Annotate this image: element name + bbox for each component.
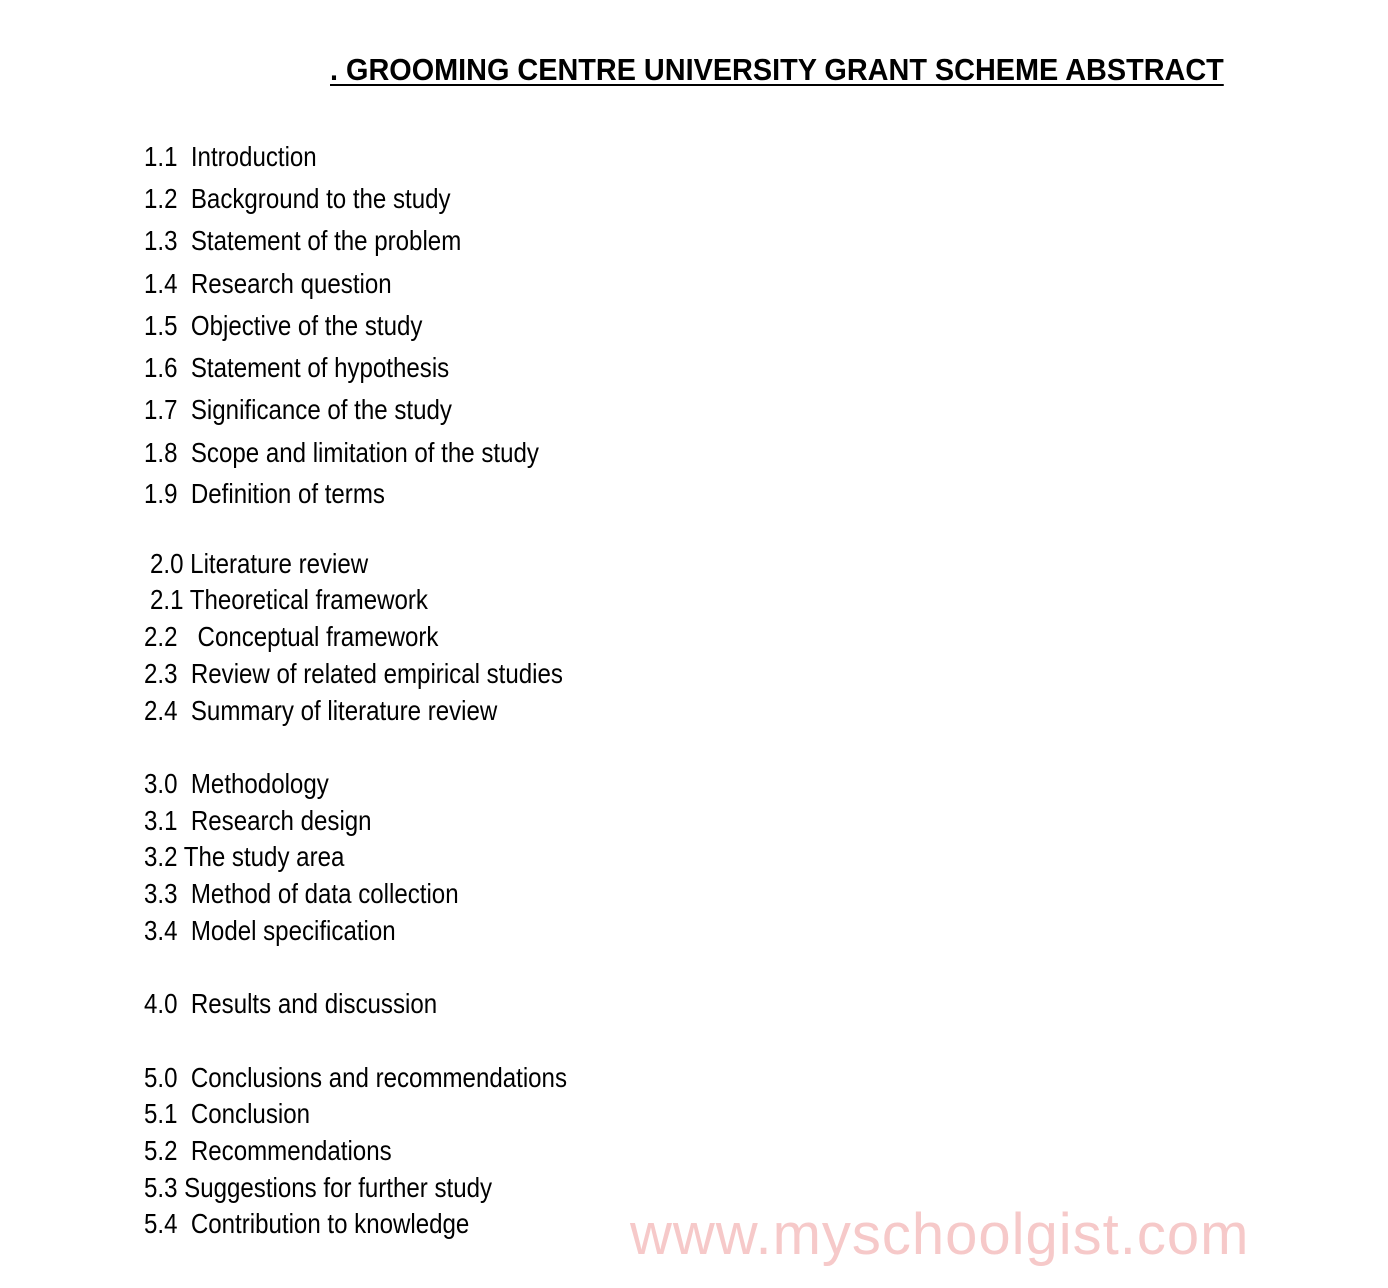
toc-item-number: 1.8: [144, 437, 178, 468]
toc-item-number: 5.1: [144, 1098, 178, 1129]
toc-item: [144, 309, 422, 343]
toc-item-label: Research question: [190, 268, 392, 299]
toc-item: [144, 1171, 492, 1205]
toc-item: [144, 1134, 392, 1168]
toc-item: [144, 914, 396, 948]
toc-item: [144, 620, 438, 654]
toc-item: [144, 657, 563, 691]
toc-item: [144, 804, 372, 838]
toc-item: [144, 694, 497, 728]
toc-item-label: Research design: [190, 805, 372, 836]
toc-item-number: 2.3: [144, 658, 178, 689]
toc-item-number: 3.1: [144, 805, 178, 836]
toc-item: [144, 987, 437, 1021]
toc-item-label: The study area: [183, 841, 345, 872]
toc-item-label: Conclusion: [190, 1098, 311, 1129]
toc-item: [144, 393, 452, 427]
watermark: www.myschoolgist.com: [630, 1202, 1250, 1267]
document-title: . GROOMING CENTRE UNIVERSITY GRANT SCHEME ABSTRACT: [330, 52, 1224, 87]
toc-item-label: Results and discussion: [190, 988, 438, 1019]
toc-item-number: 3.3: [144, 878, 178, 909]
toc-item-number: 3.0: [144, 768, 178, 799]
toc-item: [144, 840, 344, 874]
toc-item: [150, 583, 428, 617]
toc-item: [144, 140, 317, 174]
toc-item: [144, 1061, 567, 1095]
toc-item-number: 1.1: [144, 141, 178, 172]
toc-item: [144, 351, 449, 385]
toc-item-label: Conclusions and recommendations: [190, 1062, 567, 1093]
toc-item-label: Theoretical framework: [189, 584, 428, 615]
toc-item-label: Suggestions for further study: [184, 1172, 493, 1203]
toc-item-number: 5.3: [144, 1172, 178, 1203]
toc-item-label: Method of data collection: [190, 878, 459, 909]
toc-item-number: 1.4: [144, 268, 178, 299]
toc-item-number: 5.2: [144, 1135, 178, 1166]
toc-item-label: Methodology: [190, 768, 329, 799]
toc-item: [144, 182, 451, 216]
toc-item-number: 1.3: [144, 225, 178, 256]
toc-item-number: 1.5: [144, 310, 178, 341]
toc-item: [144, 877, 459, 911]
toc-item: [144, 436, 539, 470]
toc-item-number: 1.2: [144, 183, 178, 214]
toc-item-label: Contribution to knowledge: [190, 1208, 470, 1239]
toc-item-label: Conceptual framework: [197, 621, 439, 652]
toc-item: [144, 1207, 469, 1241]
toc-item-number: 5.0: [144, 1062, 178, 1093]
toc-item-label: Introduction: [190, 141, 317, 172]
toc-item: [144, 1097, 310, 1131]
toc-item-number: 4.0: [144, 988, 178, 1019]
toc-item-label: Summary of literature review: [190, 695, 498, 726]
toc-item-label: Statement of hypothesis: [190, 352, 450, 383]
toc-item: [144, 767, 329, 801]
toc-item-number: 3.4: [144, 915, 178, 946]
toc-item-number: 2.0: [150, 548, 184, 579]
toc-item-label: Background to the study: [190, 183, 451, 214]
toc-item-label: Objective of the study: [190, 310, 423, 341]
toc-item-number: 2.2: [144, 621, 178, 652]
toc-item-number: 2.1: [150, 584, 184, 615]
toc-item-number: 2.4: [144, 695, 178, 726]
toc-item-number: 1.9: [144, 478, 178, 509]
toc-item-label: Definition of terms: [190, 478, 385, 509]
toc-item-label: Model specification: [190, 915, 396, 946]
toc-item: [144, 267, 392, 301]
toc-item-label: Significance of the study: [190, 394, 452, 425]
toc-item-number: 1.7: [144, 394, 178, 425]
toc-item: [144, 224, 461, 258]
toc-item-label: Review of related empirical studies: [190, 658, 563, 689]
toc-item-number: 1.6: [144, 352, 178, 383]
toc-item: [150, 547, 368, 581]
toc-item-label: Statement of the problem: [190, 225, 462, 256]
toc-item-number: 3.2: [144, 841, 178, 872]
toc-item-label: Literature review: [190, 548, 369, 579]
toc-item: [144, 477, 385, 511]
toc-item-label: Scope and limitation of the study: [190, 437, 539, 468]
toc-item-label: Recommendations: [190, 1135, 392, 1166]
toc-item-number: 5.4: [144, 1208, 178, 1239]
